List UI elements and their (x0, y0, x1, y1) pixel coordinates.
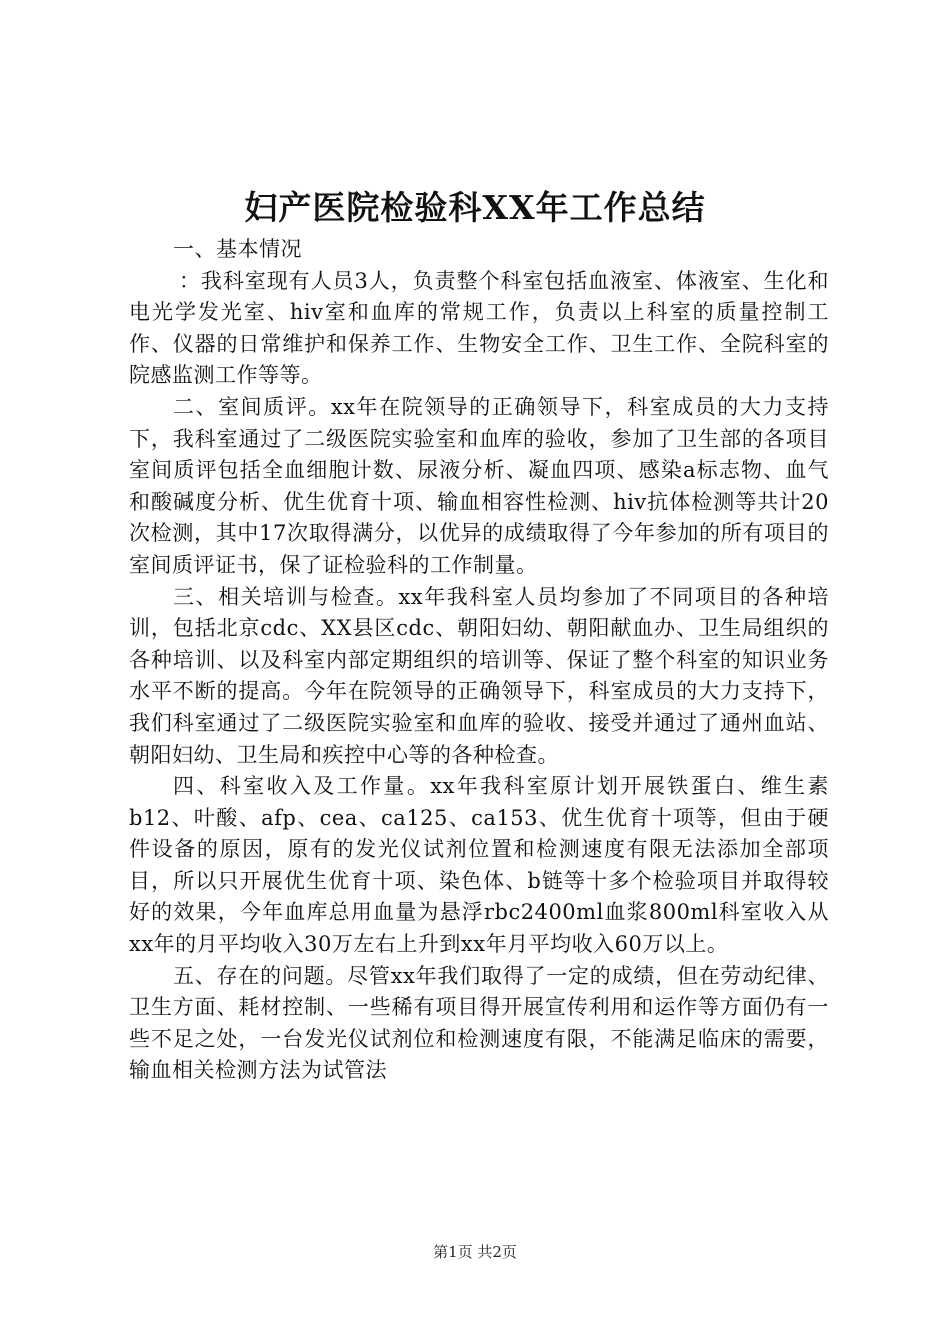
document-body (129, 234, 829, 1087)
document-title: 妇产医院检验科XX年工作总结 (244, 188, 706, 227)
paragraph-income-workload: 四、科室收入及工作量。xx年我科室原计划开展铁蛋白、维生素b12、叶酸、afp、cea、ca125、ca153、优生优育十项等，但由于硬件设备的原因，原有的发光仪试剂位置和检测速度有限无法添加全部项目，所以只开展优生优育十项、染色体、b链等十多个检验项目并取得较好的效果，今年血库总用血量为悬浮rbc2400ml血浆800ml科室收入从xx年的月平均收入30万左右上升到xx年月平均收入60万以上。 (129, 774, 829, 957)
page-number-footer: 第1页 共2页 (433, 1243, 517, 1261)
paragraph-basic-info-heading: 一、基本情况 (173, 237, 302, 261)
paragraph-basic-info: ：我科室现有人员3人，负责整个科室包括血液室、体液室、生化和电光学发光室、hiv室和血库的常规工作，负责以上科室的质量控制工作、仪器的日常维护和保养工作、生物安全工作、卫生工作、全院科室的院感监测工作等等。 (129, 268, 829, 388)
paragraph-quality-assessment: 二、室间质评。xx年在院领导的正确领导下，科室成员的大力支持下，我科室通过了二级医院实验室和血库的验收，参加了卫生部的各项目室间质评包括全血细胞计数、尿液分析、凝血四项、感染a标志物、血气和酸碱度分析、优生优育十项、输血相容性检测、hiv抗体检测等共计20次检测，其中17次取得满分，以优异的成绩取得了今年参加的所有项目的室间质评证书，保了证检验科的工作制量。 (129, 394, 829, 577)
paragraph-existing-problems: 五、存在的问题。尽管xx年我们取得了一定的成绩，但在劳动纪律、卫生方面、耗材控制、一些稀有项目得开展宣传利用和运作等方面仍有一些不足之处，一台发光仪试剂位和检测速度有限，不能满足临床的需要，输血相关检测方法为试管法 (129, 963, 829, 1083)
paragraph-training-inspection: 三、相关培训与检查。xx年我科室人员均参加了不同项目的各种培训，包括北京cdc、XX县区cdc、朝阳妇幼、朝阳献血办、卫生局组织的各种培训、以及科室内部定期组织的培训等、保证了整个科室的知识业务水平不断的提高。今年在院领导的正确领导下，科室成员的大力支持下，我们科室通过了二级医院实验室和血库的验收、接受并通过了通州血站、朝阳妇幼、卫生局和疾控中心等的各种检查。 (129, 584, 829, 767)
